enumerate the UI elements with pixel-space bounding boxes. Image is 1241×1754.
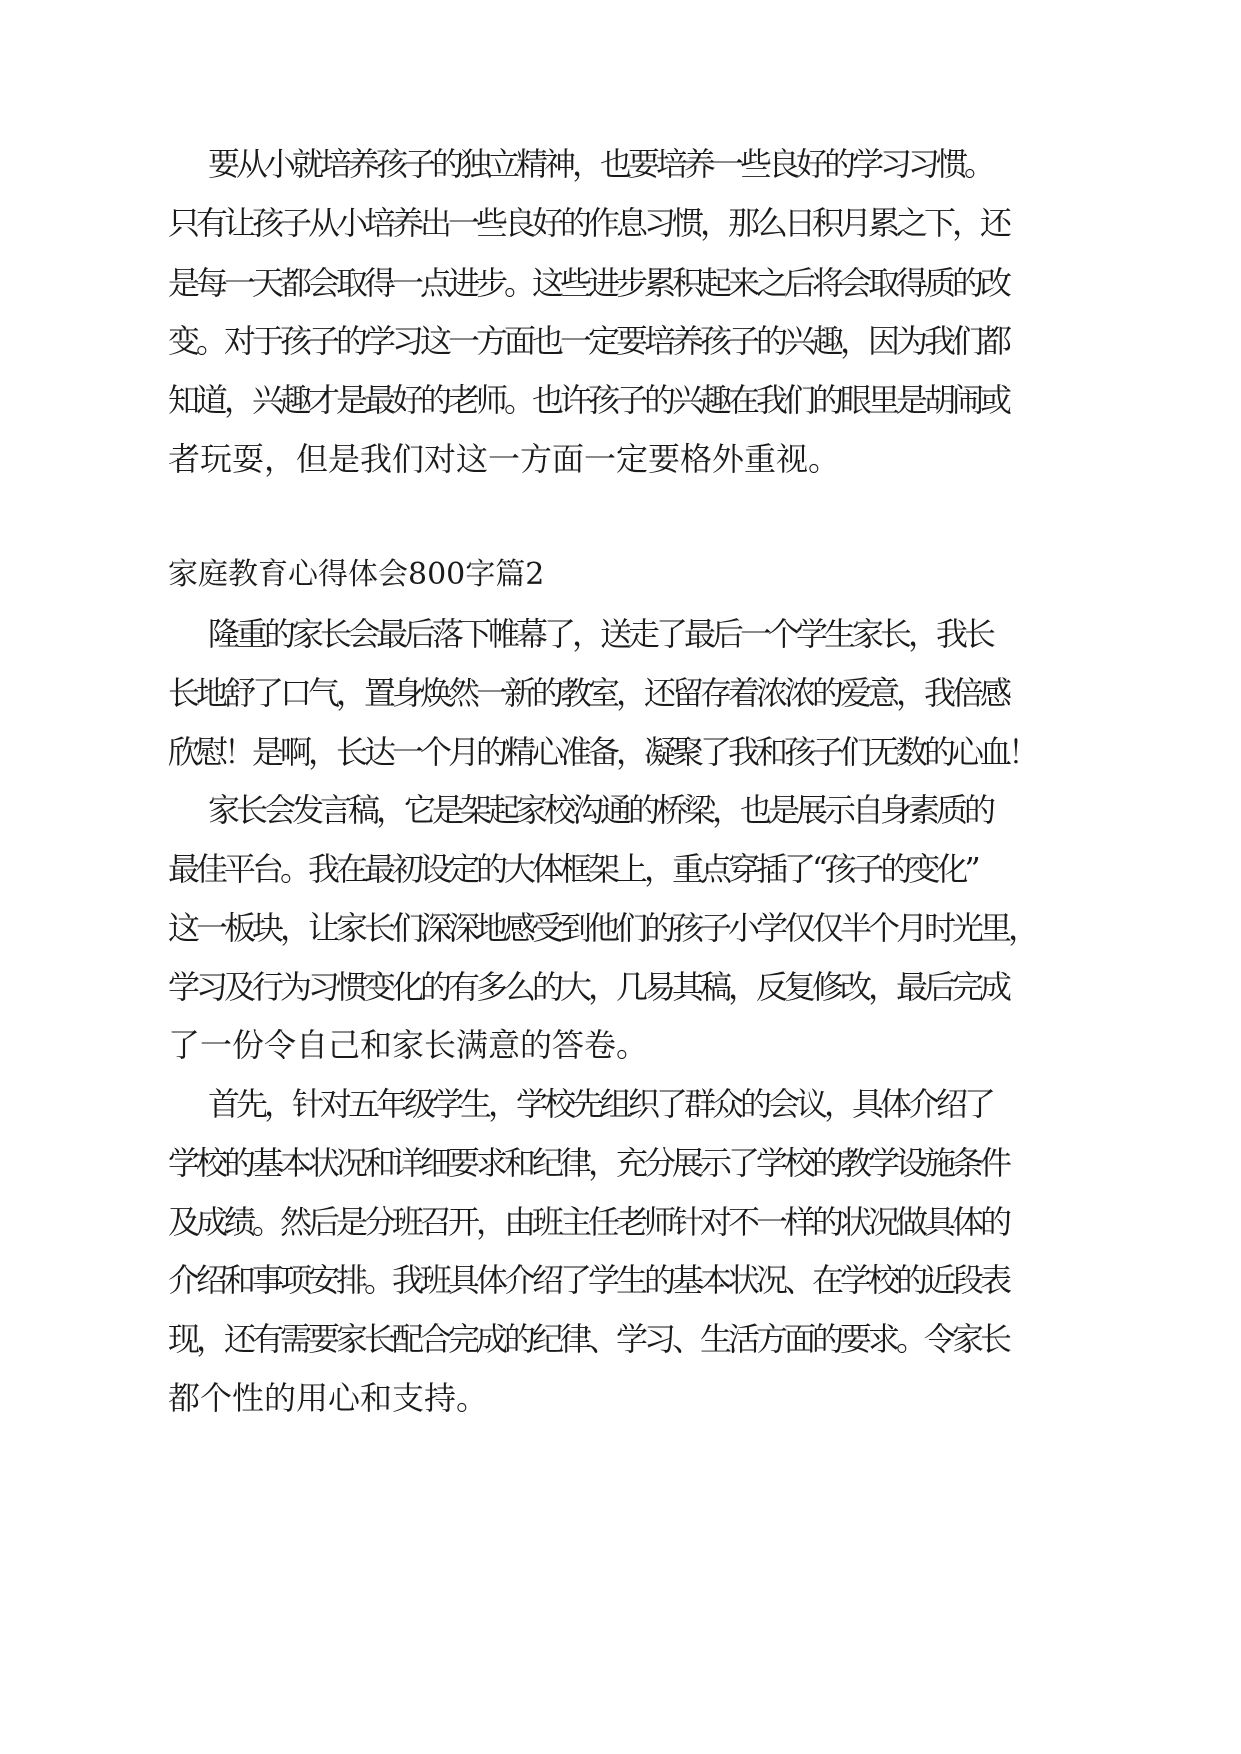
paragraph-text: 最佳平台。我在最初设定的大体框架上，重点穿插了“孩子的变化” — [168, 850, 977, 888]
paragraph-text: 这一板块，让家长们深深地感受到他们的孩子小学仅仅半个月时光里， — [168, 909, 1037, 947]
section-heading-text: 家庭教育心得体会800字篇2 — [168, 557, 545, 592]
paragraph-text: 首先，针对五年级学生，学校先组织了群众的会议，具体介绍了 — [208, 1085, 993, 1123]
paragraph-text: 及成绩。然后是分班召开，由班主任老师针对不一样的状况做具体的 — [168, 1203, 1009, 1241]
paragraph-text: 现，还有需要家长配合完成的纪律、学习、生活方面的要求。令家长 — [168, 1320, 1009, 1358]
paragraph-text: 要从小就培养孩子的独立精神，也要培养一些良好的学习习惯。 — [208, 145, 993, 183]
paragraph-text: 隆重的家长会最后落下帷幕了，送走了最后一个学生家长，我长 — [208, 615, 993, 653]
paragraph-text: 了一份令自己和家长满意的答卷。 — [168, 1026, 649, 1064]
paragraph-text: 欣慰！是啊，长达一个月的精心准备，凝聚了我和孩子们无数的心血！ — [168, 733, 1037, 771]
paragraph-text: 变。对于孩子的学习这一方面也一定要培养孩子的兴趣，因为我们都 — [168, 322, 1009, 360]
paragraph-text: 家长会发言稿，它是架起家校沟通的桥梁，也是展示自身素质的 — [208, 791, 993, 829]
paragraph-text: 只有让孩子从小培养出一些良好的作息习惯，那么日积月累之下，还 — [168, 204, 1009, 242]
paragraph-text: 学校的基本状况和详细要求和纪律，充分展示了学校的教学设施条件 — [168, 1144, 1009, 1182]
paragraph-text: 长地舒了口气，置身焕然一新的教室，还留存着浓浓的爱意，我倍感 — [168, 674, 1009, 712]
paragraph-text: 学习及行为习惯变化的有多么的大，几易其稿，反复修改，最后完成 — [168, 968, 1009, 1006]
paragraph-text: 知道，兴趣才是最好的老师。也许孩子的兴趣在我们的眼里是胡闹或 — [168, 381, 1009, 419]
paragraph-text: 者玩耍，但是我们对这一方面一定要格外重视。 — [168, 440, 841, 478]
paragraph-text: 介绍和事项安排。我班具体介绍了学生的基本状况、在学校的近段表 — [168, 1261, 1009, 1299]
paragraph-text: 是每一天都会取得一点进步。这些进步累积起来之后将会取得质的改 — [168, 264, 1009, 302]
paragraph-text: 都个性的用心和支持。 — [168, 1379, 489, 1417]
